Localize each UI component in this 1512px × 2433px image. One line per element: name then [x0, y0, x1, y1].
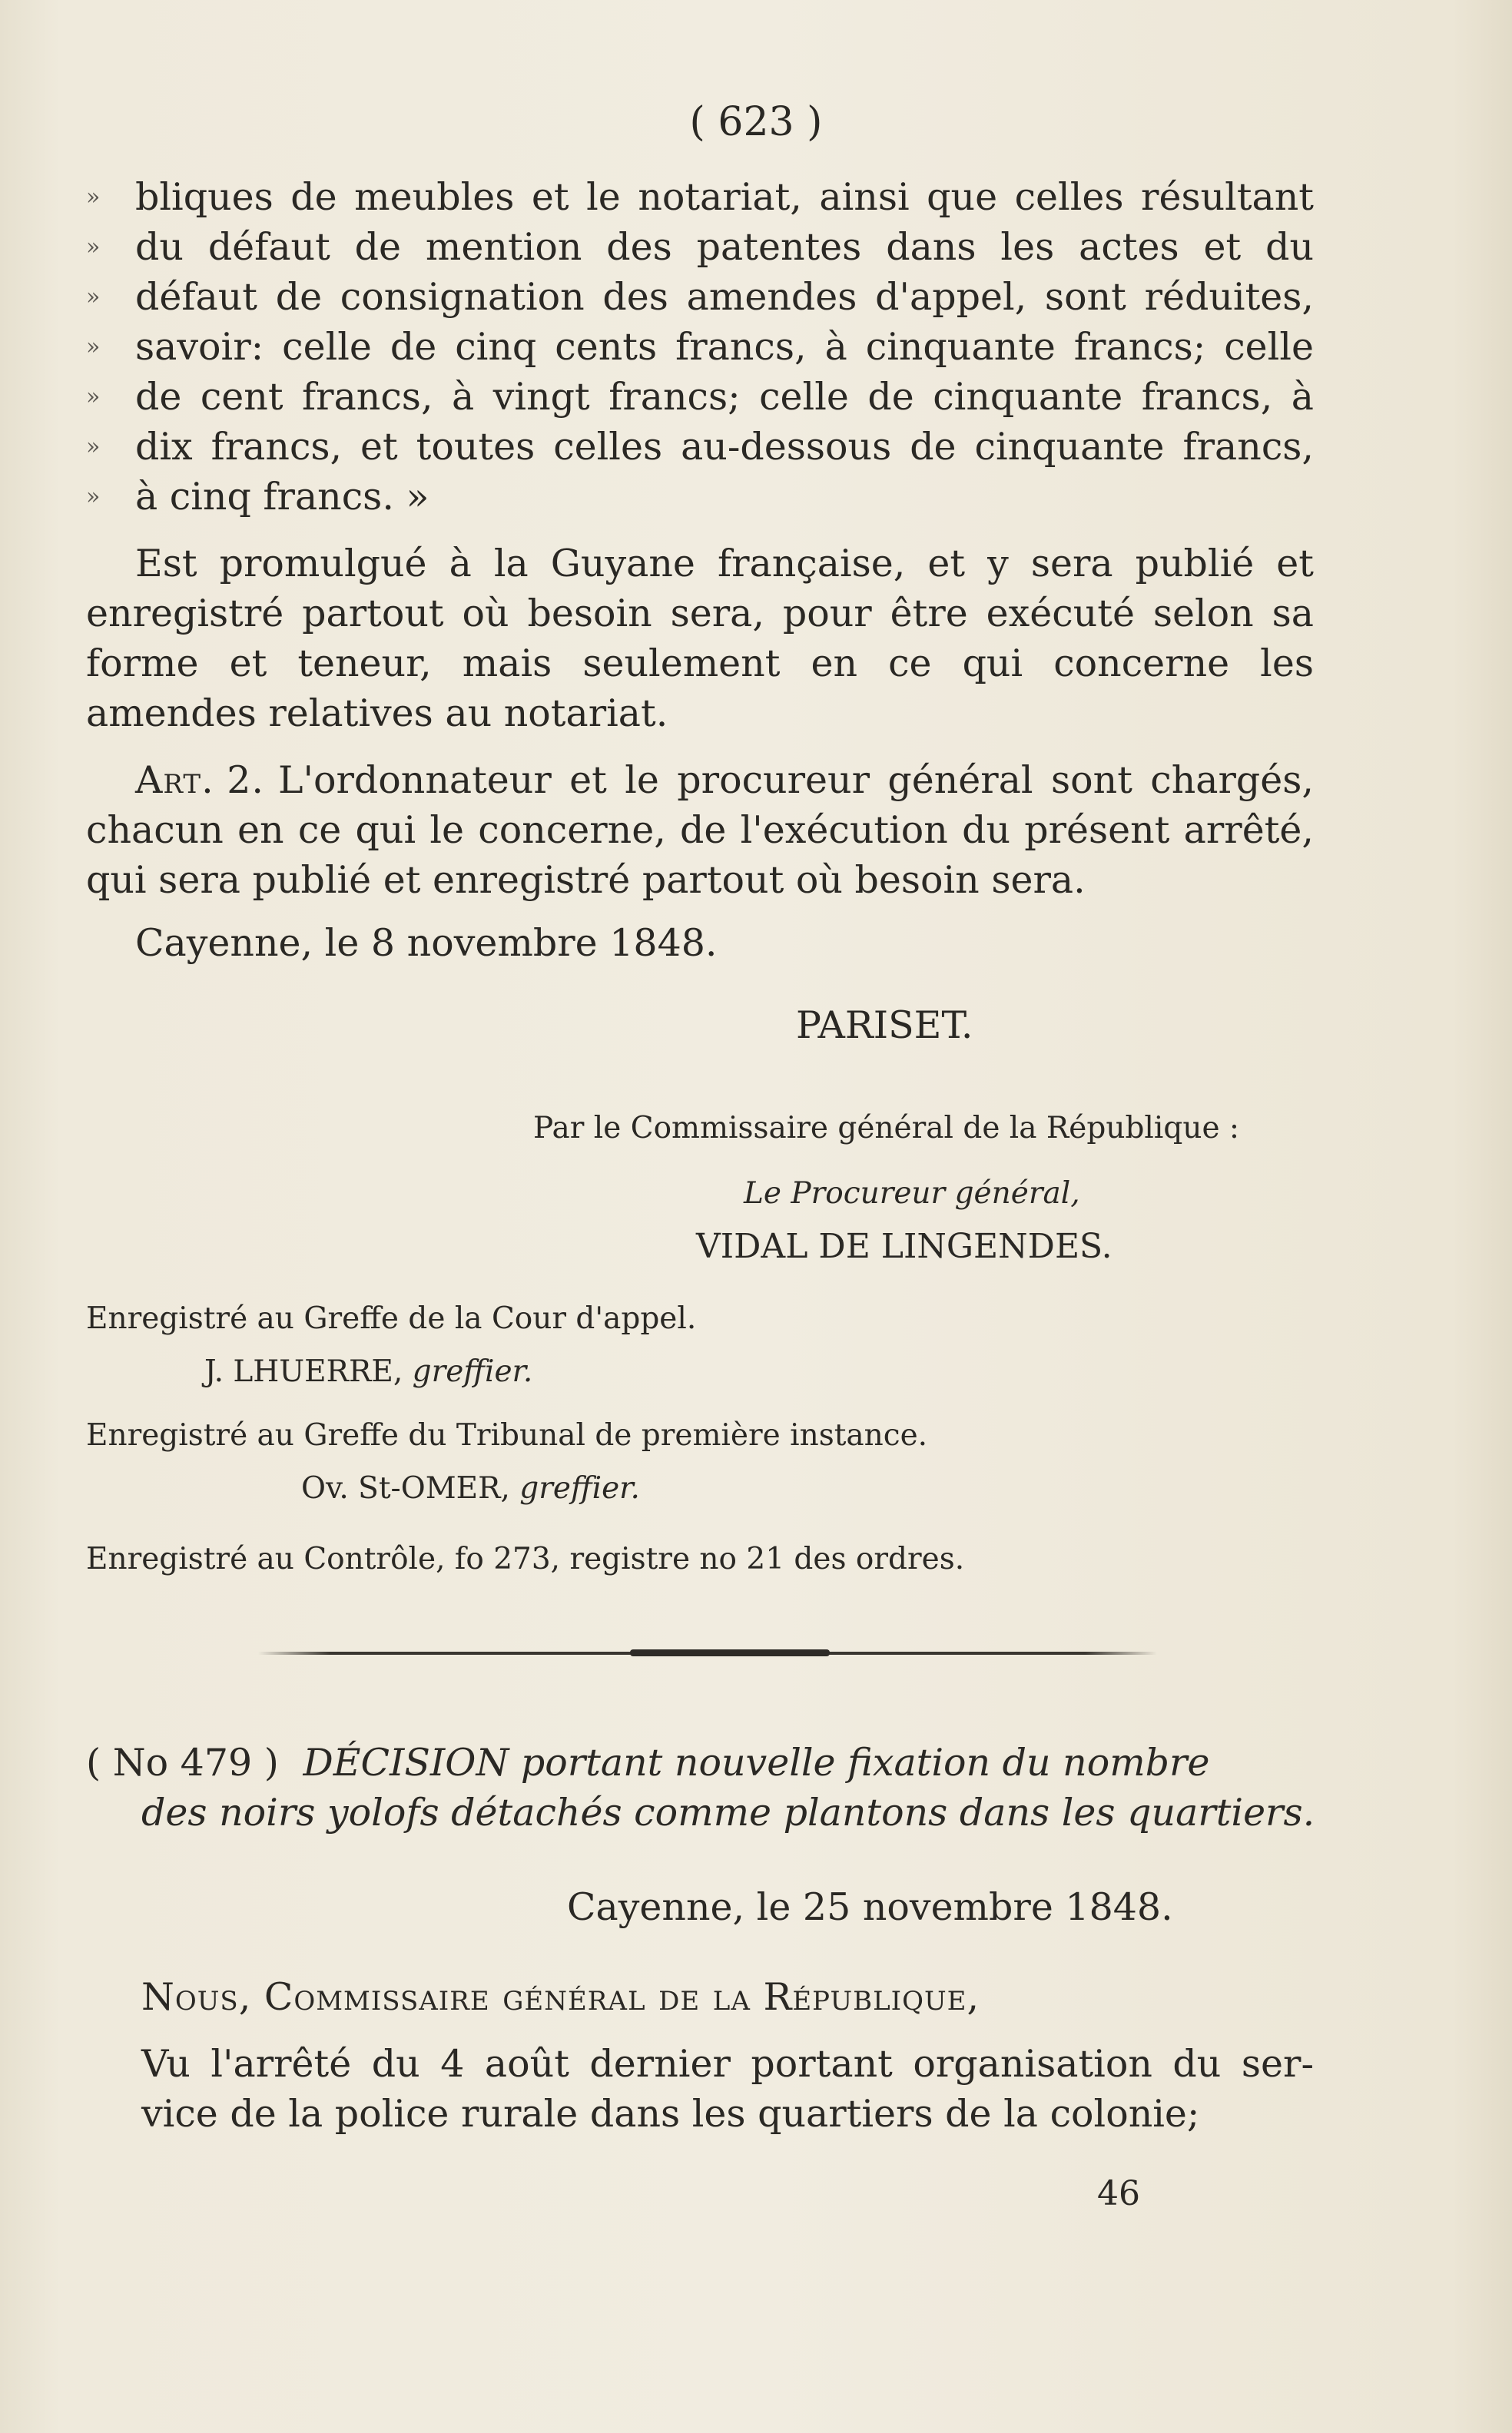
quote-line: savoir: celle de cinq cents francs, à cinquante francs; celle	[135, 325, 1314, 369]
quote-line: à cinq francs. »	[135, 475, 429, 519]
clerk-role: greffier.	[412, 1354, 533, 1389]
decision-title: DÉCISION portant nouvelle fixation du nombre	[303, 1741, 1210, 1785]
signature-main: PARISET.	[796, 1003, 973, 1047]
quote-line: dix francs, et toutes celles au-dessous de cinquante francs,	[135, 425, 1314, 469]
quote-mark: »	[86, 333, 101, 360]
paragraph-line: forme et teneur, mais seulement en ce qui concerne les	[86, 641, 1314, 685]
decision-preamble: Nous, Commissaire général de la République,	[141, 1975, 980, 2019]
quote-mark: »	[86, 383, 101, 410]
clerk-role: greffier.	[519, 1471, 640, 1506]
decision-place-date: Cayenne, le 25 novembre 1848.	[567, 1885, 1173, 1929]
page-number: ( 623 )	[689, 99, 823, 145]
decision-vu-line: Vu l'arrêté du 4 août dernier portant organisation du ser-	[141, 2042, 1314, 2086]
decision-title-continued: des noirs yolofs détachés comme plantons dans les quartiers.	[141, 1791, 1315, 1835]
quote-mark: »	[86, 483, 101, 510]
registration-tribunal: Enregistré au Greffe du Tribunal de première instance.	[86, 1418, 928, 1453]
par-le-commissaire: Par le Commissaire général de la République :	[533, 1111, 1240, 1145]
quote-line: de cent francs, à vingt francs; celle de cinquante francs, à	[135, 375, 1314, 419]
place-date: Cayenne, le 8 novembre 1848.	[135, 921, 718, 965]
separator-rule-ornament	[630, 1649, 830, 1656]
paragraph-line: qui sera publié et enregistré partout où besoin sera.	[86, 858, 1086, 902]
paragraph-line: amendes relatives au notariat.	[86, 691, 668, 735]
decision-number: ( No 479 )	[86, 1741, 279, 1785]
quote-mark: »	[86, 234, 101, 260]
article-label: Art. 2.	[135, 758, 264, 802]
clerk-name: J. LHUERRE,	[204, 1354, 403, 1389]
quote-mark: »	[86, 433, 101, 460]
decision-vu-line: vice de la police rurale dans les quartiers de la colonie;	[141, 2092, 1200, 2136]
paragraph-line: enregistré partout où besoin sera, pour être exécuté selon sa	[86, 592, 1314, 635]
clerk-name: Ov. St-OMER,	[301, 1471, 510, 1506]
signature-mark: 46	[1097, 2174, 1140, 2213]
quote-line: défaut de consignation des amendes d'appel, sont réduites,	[135, 275, 1314, 319]
quote-mark: »	[86, 283, 101, 310]
paragraph-line: L'ordonnateur et le procureur général sont chargés,	[277, 758, 1314, 802]
quote-line: bliques de meubles et le notariat, ainsi que celles résultant	[135, 175, 1314, 219]
quote-mark: »	[86, 184, 101, 210]
paragraph-line: Est promulgué à la Guyane française, et y sera publié et	[135, 542, 1314, 585]
quote-line: du défaut de mention des patentes dans les actes et du	[135, 225, 1314, 269]
registration-cour-appel: Enregistré au Greffe de la Cour d'appel.	[86, 1301, 697, 1336]
procureur-title: Le Procureur général,	[744, 1176, 1080, 1211]
registration-controle: Enregistré au Contrôle, fo 273, registre no 21 des ordres.	[86, 1542, 965, 1576]
procureur-name: VIDAL DE LINGENDES.	[696, 1227, 1112, 1266]
paragraph-line: chacun en ce qui le concerne, de l'exécution du présent arrêté,	[86, 808, 1314, 852]
